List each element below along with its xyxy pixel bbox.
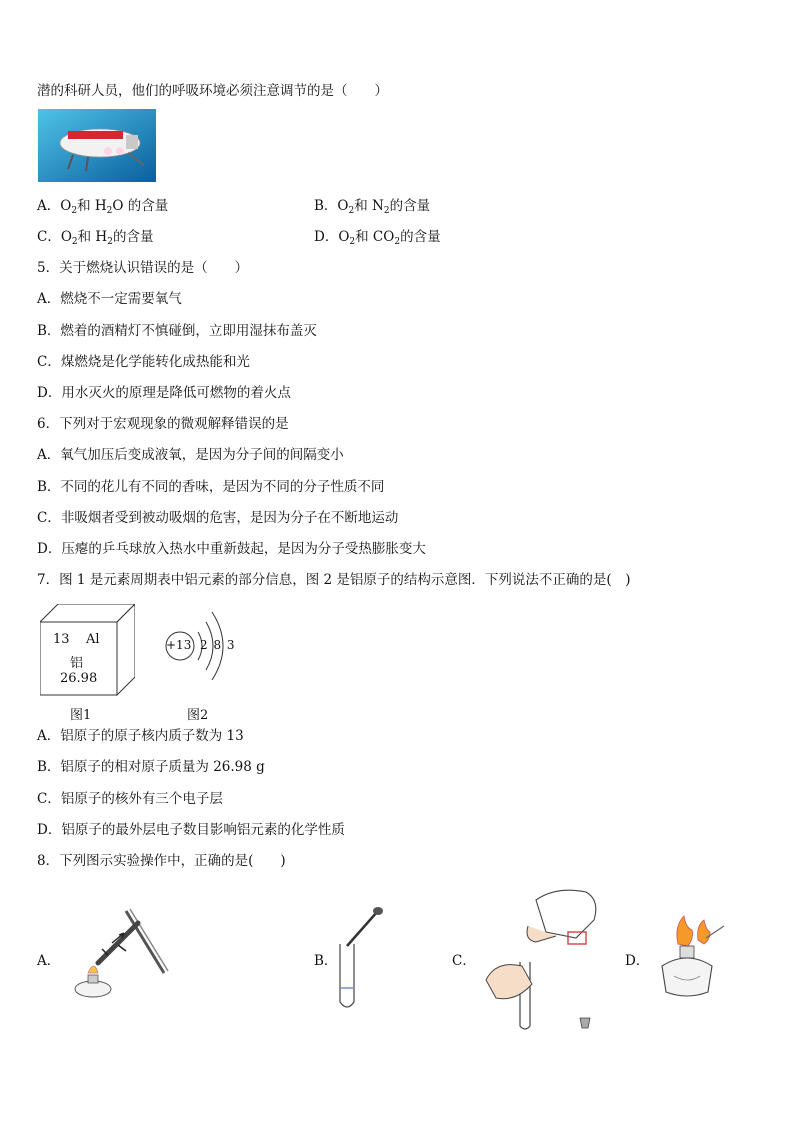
atomic-number: 13 — [53, 632, 70, 647]
nucleus-charge: +13 — [166, 638, 192, 652]
periodic-cell-figure — [40, 604, 135, 696]
q4-stem: 潜的科研人员，他们的呼吸环境必须注意调节的是（ ） — [37, 83, 388, 99]
q4-option-b: B．$O_2$和 $N_2$的含量 — [314, 198, 431, 216]
q6-option-d: D．压瘪的乒乓球放入热水中重新鼓起，是因为分子受热膨胀变大 — [37, 541, 426, 557]
q4-option-a: A．$O_2$和 $H_2O$ 的含量 — [37, 198, 169, 216]
q8-stem: 8．下列图示实验操作中，正确的是( ) — [37, 853, 286, 869]
q5-option-d: D．用水灭火的原理是降低可燃物的着火点 — [37, 385, 291, 401]
element-symbol: Al — [86, 632, 100, 647]
q7-option-c: C．铝原子的核外有三个电子层 — [37, 791, 223, 807]
q8-option-c-label: C． — [452, 953, 476, 969]
dropper-test-tube-image — [332, 904, 392, 1012]
q5-option-b: B．燃着的酒精灯不慎碰倒，立即用湿抹布盖灭 — [37, 323, 317, 339]
shell-electrons: 2 8 3 — [200, 638, 235, 652]
q5-stem: 5．关于燃烧认识错误的是（ ） — [37, 260, 249, 276]
submersible-image — [38, 109, 156, 182]
fig1-caption: 图1 — [70, 708, 92, 723]
q7-option-a: A．铝原子的原子核内质子数为 13 — [37, 728, 244, 744]
q6-option-c: C．非吸烟者受到被动吸烟的危害，是因为分子在不断地运动 — [37, 510, 399, 526]
fig2-caption: 图2 — [187, 708, 209, 723]
q8-option-a-label: A． — [37, 953, 61, 969]
q7-option-b: B．铝原子的相对原子质量为 26.98 g — [37, 759, 265, 775]
q4-option-c: C．$O_2$和 $H_2$的含量 — [37, 229, 154, 247]
q5-option-a: A．燃烧不一定需要氧气 — [37, 291, 182, 307]
q6-option-b: B．不同的花儿有不同的香味，是因为不同的分子性质不同 — [37, 479, 385, 495]
heating-test-tube-image — [68, 903, 174, 1005]
q5-option-c: C．煤燃烧是化学能转化成热能和光 — [37, 354, 250, 370]
q7-stem: 7．图 1 是元素周期表中铝元素的部分信息，图 2 是铝原子的结构示意图．下列说法不正确的是( ) — [37, 572, 631, 588]
q6-stem: 6．下列对于宏观现象的微观解释错误的是 — [37, 416, 289, 432]
q4-option-d: D．$O_2$和 $CO_2$的含量 — [314, 229, 441, 247]
pouring-liquid-image — [476, 880, 604, 1032]
q8-option-b-label: B． — [314, 953, 338, 969]
element-name: 铝 — [70, 656, 84, 671]
q7-option-d: D．铝原子的最外层电子数目影响铝元素的化学性质 — [37, 822, 345, 838]
q6-option-a: A．氧气加压后变成液氧，是因为分子间的间隔变小 — [37, 447, 344, 463]
atomic-mass: 26.98 — [60, 671, 98, 686]
atom-structure-figure — [160, 598, 240, 698]
lighting-alcohol-lamp-image — [654, 914, 726, 1002]
q8-option-d-label: D． — [625, 953, 650, 969]
